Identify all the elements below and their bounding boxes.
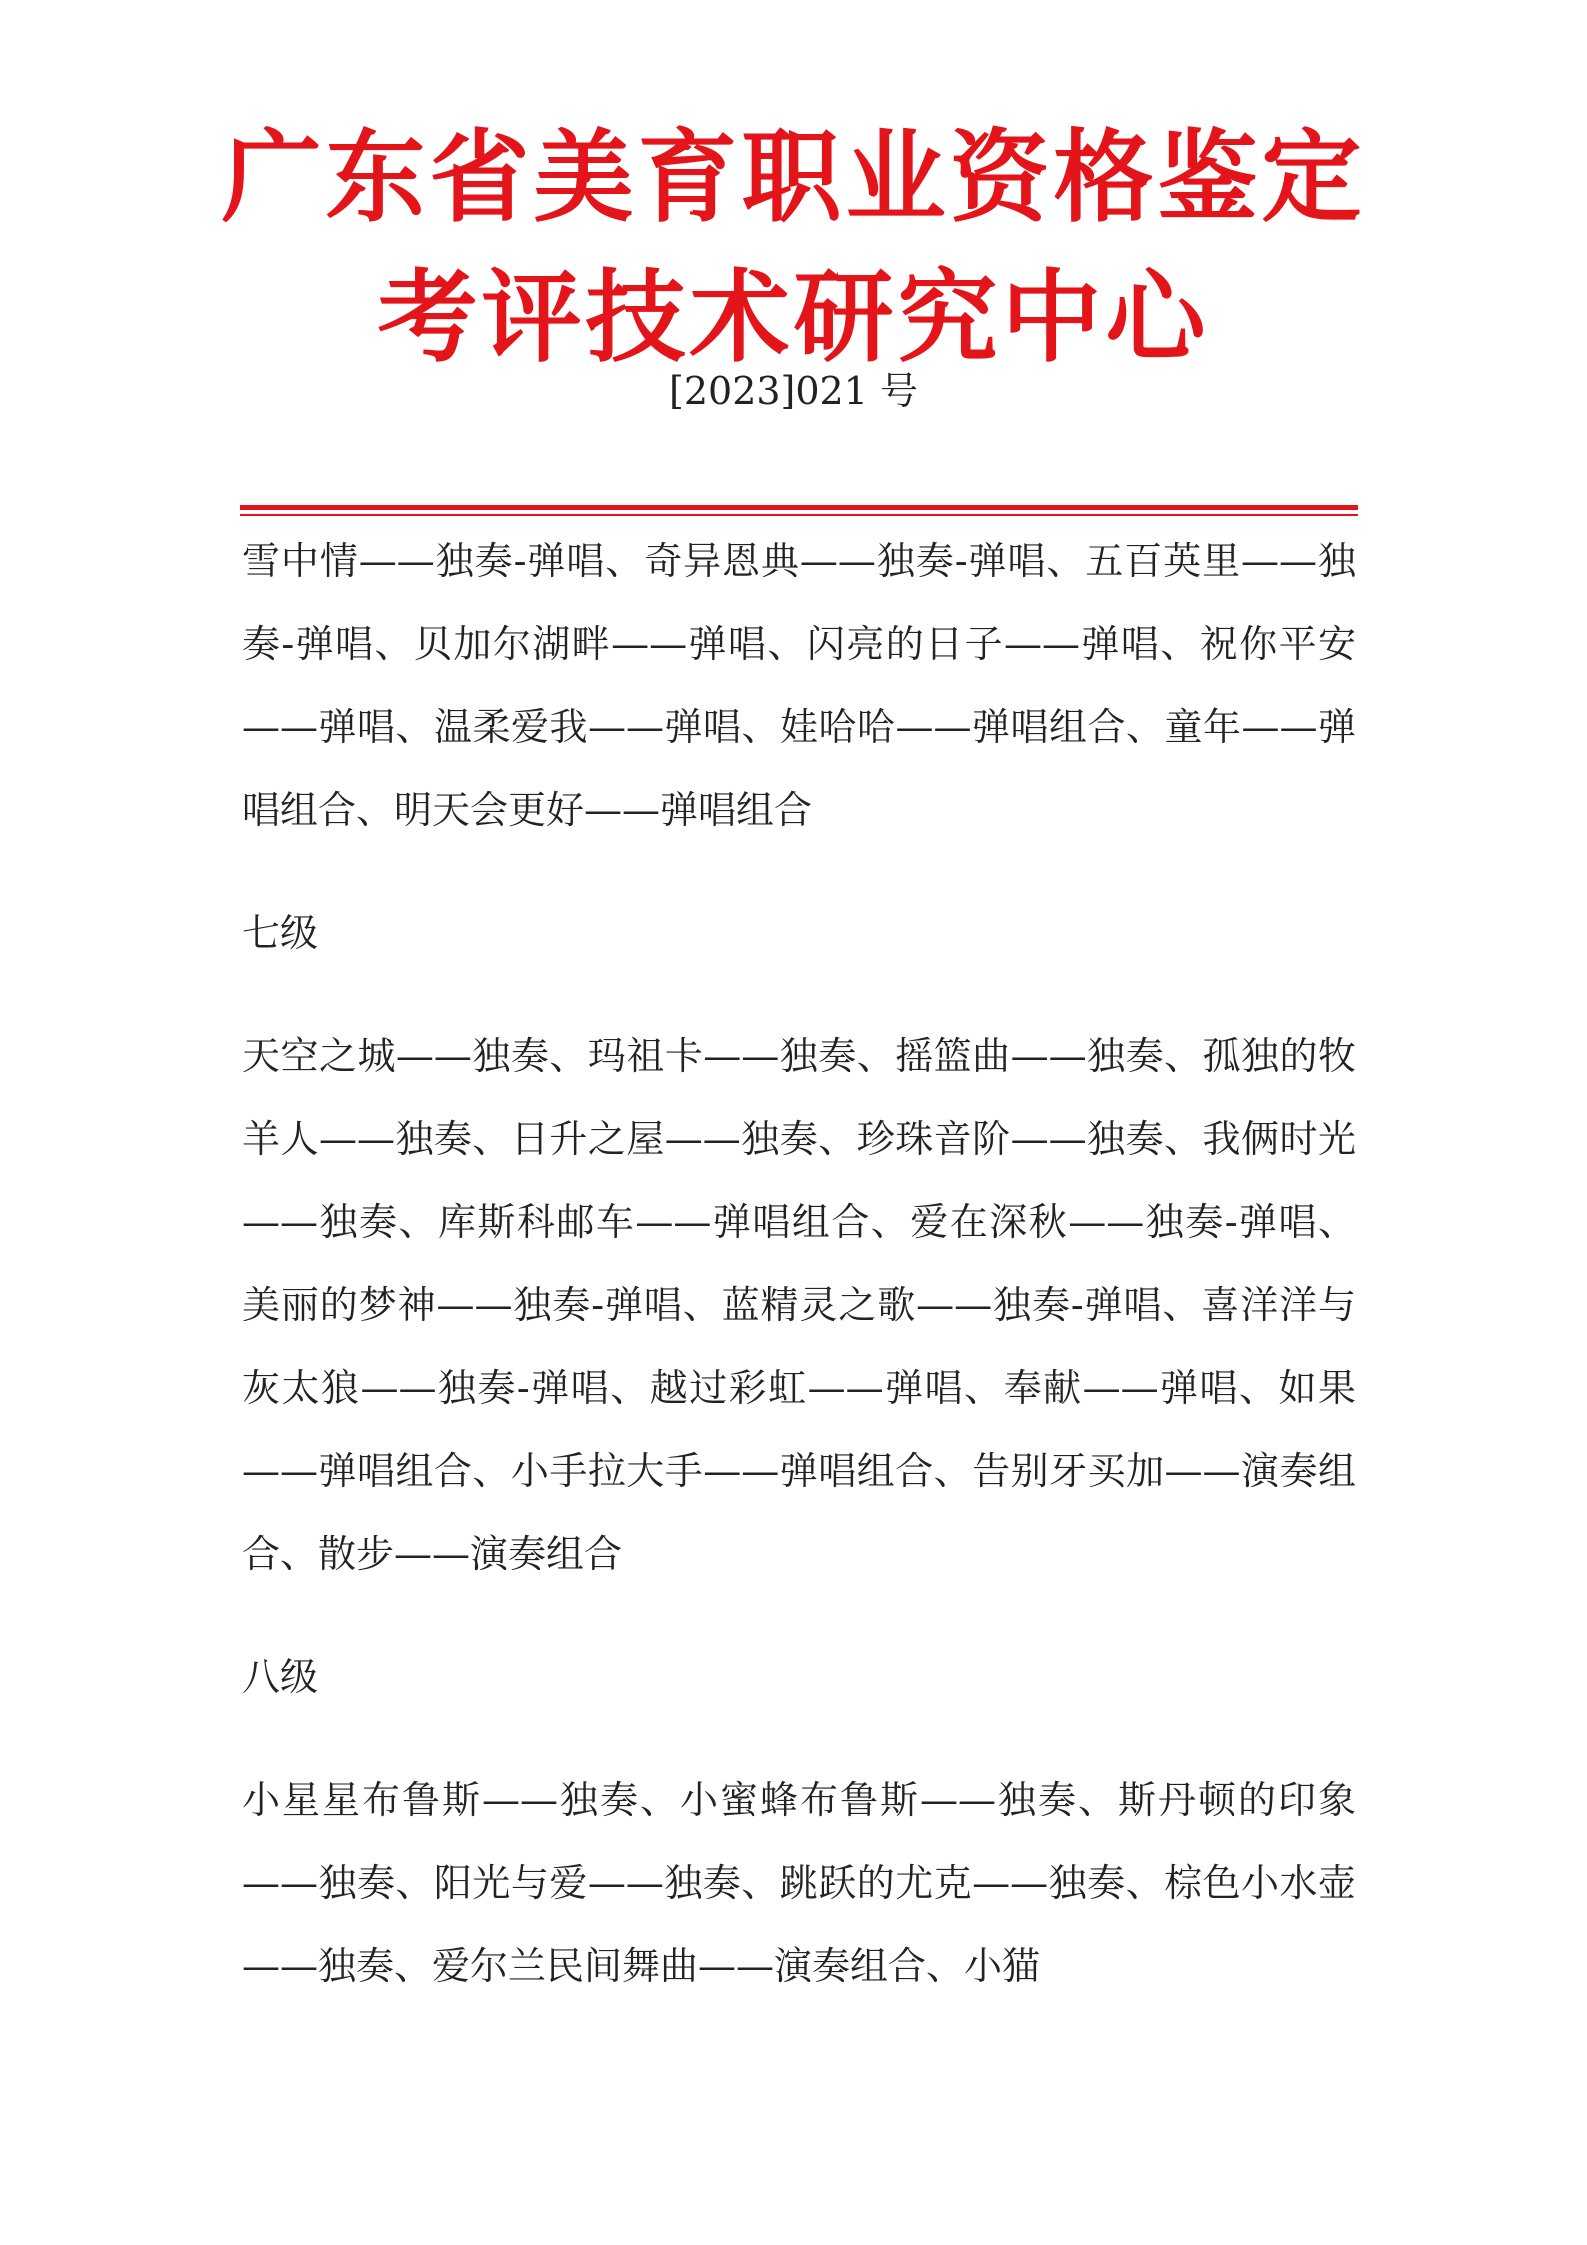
section-gap: [242, 1719, 1356, 1759]
header-title-line-1: 广东省美育职业资格鉴定: [221, 119, 1366, 236]
level-7-heading: 七级: [242, 911, 319, 955]
level-7-paragraph: 天空之城——独奏、玛祖卡——独奏、摇篮曲——独奏、孤独的牧羊人——独奏、日升之屋——独奏、珍珠音阶——独奏、我俩时光——独奏、库斯科邮车——弹唱组合、爱在深秋——独奏-弹唱、美丽的梦神——独奏-弹唱、蓝精灵之歌——独奏-弹唱、喜洋洋与灰太狼——独奏-弹唱、越过彩虹——弹唱、奉献——弹唱、如果——弹唱组合、小手拉大手——弹唱组合、告别牙买加——演奏组合、散步——演奏组合: [242, 1034, 1356, 1576]
level-8-heading: 八级: [242, 1655, 319, 1699]
header-title-line-2: 考评技术研究中心: [377, 259, 1210, 376]
intro-paragraph: 雪中情——独奏-弹唱、奇异恩典——独奏-弹唱、五百英里——独奏-弹唱、贝加尔湖畔——弹唱、闪亮的日子——弹唱、祝你平安——弹唱、温柔爱我——弹唱、娃哈哈——弹唱组合、童年——弹唱组合、明天会更好——弹唱组合: [242, 539, 1356, 832]
document-number: [2023]021 号: [669, 369, 918, 413]
section-gap: [242, 1596, 1356, 1636]
header-divider-thin: [240, 514, 1358, 516]
section-gap: [242, 852, 1356, 892]
document-body: [242, 520, 1356, 2008]
section-gap: [242, 975, 1356, 1015]
level-8-paragraph: 小星星布鲁斯——独奏、小蜜蜂布鲁斯——独奏、斯丹顿的印象——独奏、阳光与爱——独奏、跳跃的尤克——独奏、棕色小水壶——独奏、爱尔兰民间舞曲——演奏组合、小猫: [242, 1778, 1356, 1988]
header-divider-thick: [240, 505, 1358, 510]
